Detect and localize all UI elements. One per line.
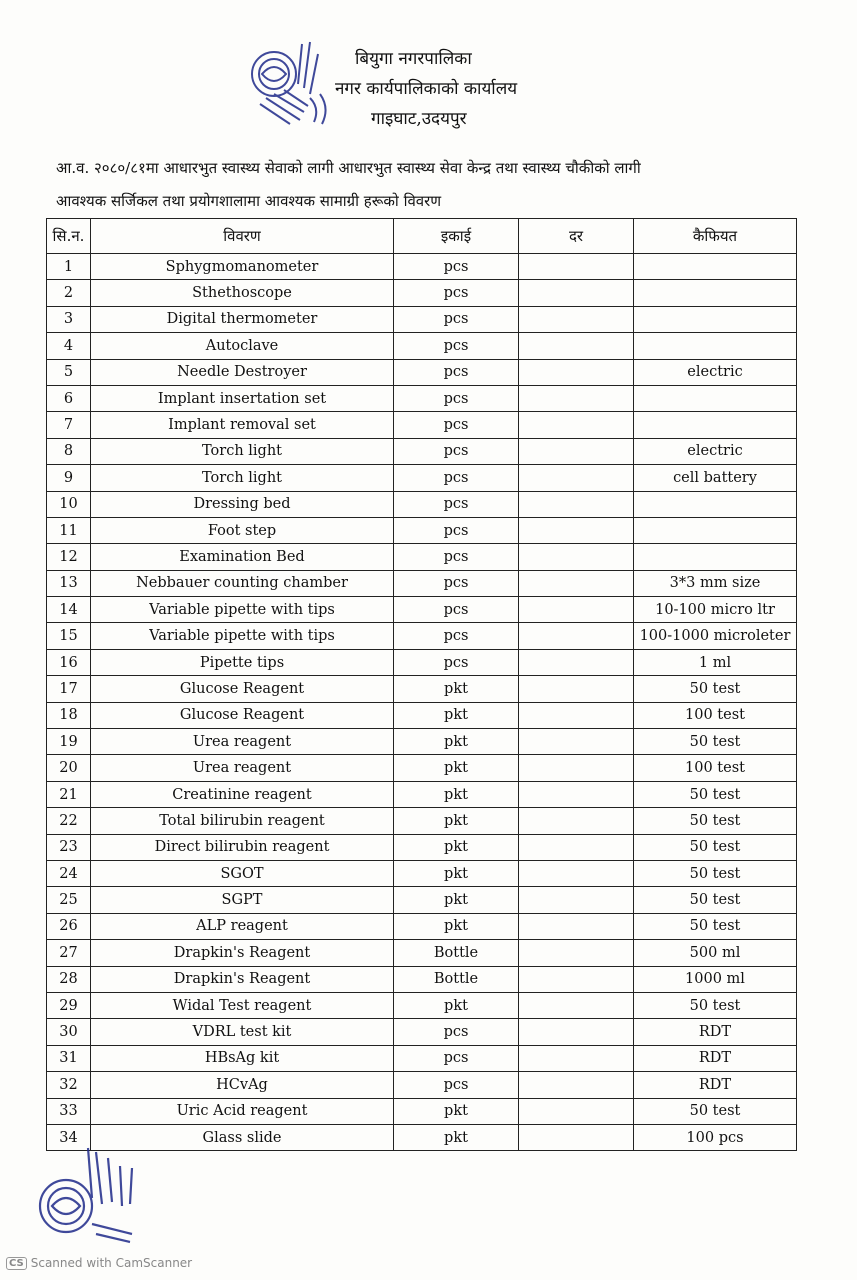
serial-cell: 3: [47, 306, 91, 332]
unit-cell: pcs: [394, 491, 519, 517]
items-table: [46, 218, 797, 1151]
rate-cell: [519, 1098, 634, 1124]
rate-cell: [519, 1072, 634, 1098]
table-row: [47, 544, 797, 570]
remarks-cell: [634, 280, 797, 306]
description-cell: Creatinine reagent: [91, 781, 394, 807]
remarks-cell: RDT: [634, 1072, 797, 1098]
serial-cell: 17: [47, 676, 91, 702]
table-row: [47, 913, 797, 939]
scanner-text: Scanned with CamScanner: [30, 1256, 193, 1270]
rate-cell: [519, 385, 634, 411]
rate-cell: [519, 913, 634, 939]
description-cell: Needle Destroyer: [91, 359, 394, 385]
subject-line-2: आवश्यक सर्जिकल तथा प्रयोगशालामा आवश्यक सामाग्री हरूको विवरण: [56, 192, 442, 210]
rate-cell: [519, 359, 634, 385]
unit-cell: pcs: [394, 280, 519, 306]
description-cell: Total bilirubin reagent: [91, 808, 394, 834]
table-row: [47, 306, 797, 332]
rate-cell: [519, 940, 634, 966]
remarks-cell: 50 test: [634, 1098, 797, 1124]
office-address: [335, 44, 517, 134]
rate-cell: [519, 1019, 634, 1045]
description-cell: Glucose Reagent: [91, 702, 394, 728]
table-row: [47, 517, 797, 543]
rate-cell: [519, 702, 634, 728]
rate-cell: [519, 755, 634, 781]
description-cell: Torch light: [91, 465, 394, 491]
description-cell: Foot step: [91, 517, 394, 543]
unit-cell: pkt: [394, 992, 519, 1018]
unit-cell: pcs: [394, 649, 519, 675]
unit-cell: pkt: [394, 676, 519, 702]
rate-cell: [519, 438, 634, 464]
table-row: [47, 412, 797, 438]
table-row: [47, 755, 797, 781]
unit-cell: pcs: [394, 385, 519, 411]
rate-cell: [519, 544, 634, 570]
subject-heading: [56, 152, 816, 218]
serial-cell: 16: [47, 649, 91, 675]
table-row: [47, 385, 797, 411]
remarks-cell: RDT: [634, 1045, 797, 1071]
table-row: [47, 570, 797, 596]
description-cell: Urea reagent: [91, 755, 394, 781]
col-header-remarks: कैफियत: [634, 219, 797, 254]
table-row: [47, 280, 797, 306]
description-cell: Glucose Reagent: [91, 676, 394, 702]
table-header-row: [47, 219, 797, 254]
description-cell: Nebbauer counting chamber: [91, 570, 394, 596]
description-cell: Implant insertation set: [91, 385, 394, 411]
rate-cell: [519, 992, 634, 1018]
remarks-cell: RDT: [634, 1019, 797, 1045]
description-cell: ALP reagent: [91, 913, 394, 939]
remarks-cell: 100-1000 microleter: [634, 623, 797, 649]
serial-cell: 21: [47, 781, 91, 807]
description-cell: Examination Bed: [91, 544, 394, 570]
remarks-cell: electric: [634, 359, 797, 385]
remarks-cell: 100 test: [634, 755, 797, 781]
remarks-cell: [634, 385, 797, 411]
unit-cell: pcs: [394, 333, 519, 359]
unit-cell: pcs: [394, 465, 519, 491]
unit-cell: pkt: [394, 1098, 519, 1124]
table-row: [47, 966, 797, 992]
col-header-serial: सि.न.: [47, 219, 91, 254]
unit-cell: pkt: [394, 702, 519, 728]
serial-cell: 12: [47, 544, 91, 570]
serial-cell: 19: [47, 729, 91, 755]
unit-cell: pkt: [394, 755, 519, 781]
rate-cell: [519, 1124, 634, 1150]
rate-cell: [519, 676, 634, 702]
unit-cell: pkt: [394, 834, 519, 860]
unit-cell: pkt: [394, 860, 519, 886]
col-header-unit: इकाई: [394, 219, 519, 254]
table-row: [47, 1045, 797, 1071]
unit-cell: pcs: [394, 517, 519, 543]
description-cell: HBsAg kit: [91, 1045, 394, 1071]
remarks-cell: cell battery: [634, 465, 797, 491]
scanner-watermark: [6, 1256, 192, 1270]
letterhead: [0, 0, 857, 150]
description-cell: Drapkin's Reagent: [91, 940, 394, 966]
description-cell: HCvAg: [91, 1072, 394, 1098]
camscanner-logo-icon: CS: [6, 1257, 27, 1270]
unit-cell: pcs: [394, 623, 519, 649]
unit-cell: pcs: [394, 412, 519, 438]
rate-cell: [519, 280, 634, 306]
table-row: [47, 729, 797, 755]
rate-cell: [519, 1045, 634, 1071]
remarks-cell: 3*3 mm size: [634, 570, 797, 596]
remarks-cell: 50 test: [634, 887, 797, 913]
table-row: [47, 702, 797, 728]
serial-cell: 11: [47, 517, 91, 543]
serial-cell: 24: [47, 860, 91, 886]
office-seal-icon: [240, 34, 350, 144]
table-row: [47, 465, 797, 491]
rate-cell: [519, 570, 634, 596]
serial-cell: 14: [47, 597, 91, 623]
unit-cell: pkt: [394, 808, 519, 834]
unit-cell: pcs: [394, 1019, 519, 1045]
remarks-cell: 50 test: [634, 992, 797, 1018]
remarks-cell: 50 test: [634, 834, 797, 860]
remarks-cell: 50 test: [634, 781, 797, 807]
table-row: [47, 359, 797, 385]
remarks-cell: 10-100 micro ltr: [634, 597, 797, 623]
description-cell: Torch light: [91, 438, 394, 464]
unit-cell: pcs: [394, 254, 519, 280]
remarks-cell: [634, 254, 797, 280]
rate-cell: [519, 517, 634, 543]
remarks-cell: [634, 306, 797, 332]
serial-cell: 22: [47, 808, 91, 834]
description-cell: Direct bilirubin reagent: [91, 834, 394, 860]
unit-cell: Bottle: [394, 940, 519, 966]
rate-cell: [519, 623, 634, 649]
remarks-cell: 50 test: [634, 913, 797, 939]
remarks-cell: 50 test: [634, 729, 797, 755]
description-cell: Uric Acid reagent: [91, 1098, 394, 1124]
table-row: [47, 1098, 797, 1124]
rate-cell: [519, 333, 634, 359]
rate-cell: [519, 649, 634, 675]
remarks-cell: [634, 517, 797, 543]
serial-cell: 25: [47, 887, 91, 913]
remarks-cell: [634, 491, 797, 517]
remarks-cell: 1000 ml: [634, 966, 797, 992]
serial-cell: 1: [47, 254, 91, 280]
unit-cell: pkt: [394, 729, 519, 755]
table-row: [47, 860, 797, 886]
serial-cell: 23: [47, 834, 91, 860]
serial-cell: 13: [47, 570, 91, 596]
unit-cell: Bottle: [394, 966, 519, 992]
serial-cell: 28: [47, 966, 91, 992]
table-row: [47, 1019, 797, 1045]
unit-cell: pcs: [394, 438, 519, 464]
table-row: [47, 623, 797, 649]
unit-cell: pcs: [394, 1072, 519, 1098]
remarks-cell: 500 ml: [634, 940, 797, 966]
rate-cell: [519, 834, 634, 860]
rate-cell: [519, 887, 634, 913]
rate-cell: [519, 491, 634, 517]
unit-cell: pcs: [394, 544, 519, 570]
rate-cell: [519, 729, 634, 755]
description-cell: Glass slide: [91, 1124, 394, 1150]
unit-cell: pkt: [394, 913, 519, 939]
serial-cell: 31: [47, 1045, 91, 1071]
rate-cell: [519, 966, 634, 992]
unit-cell: pcs: [394, 306, 519, 332]
rate-cell: [519, 306, 634, 332]
serial-cell: 34: [47, 1124, 91, 1150]
remarks-cell: [634, 333, 797, 359]
unit-cell: pcs: [394, 597, 519, 623]
description-cell: Autoclave: [91, 333, 394, 359]
serial-cell: 9: [47, 465, 91, 491]
description-cell: SGPT: [91, 887, 394, 913]
table-row: [47, 597, 797, 623]
description-cell: SGOT: [91, 860, 394, 886]
rate-cell: [519, 808, 634, 834]
rate-cell: [519, 597, 634, 623]
office-subtitle: नगर कार्यपालिकाको कार्यालय: [335, 79, 518, 99]
remarks-cell: 1 ml: [634, 649, 797, 675]
description-cell: Dressing bed: [91, 491, 394, 517]
serial-cell: 15: [47, 623, 91, 649]
serial-cell: 2: [47, 280, 91, 306]
unit-cell: pkt: [394, 781, 519, 807]
serial-cell: 8: [47, 438, 91, 464]
table-row: [47, 781, 797, 807]
description-cell: VDRL test kit: [91, 1019, 394, 1045]
serial-cell: 6: [47, 385, 91, 411]
remarks-cell: 50 test: [634, 808, 797, 834]
description-cell: Urea reagent: [91, 729, 394, 755]
table-row: [47, 992, 797, 1018]
serial-cell: 29: [47, 992, 91, 1018]
remarks-cell: 50 test: [634, 676, 797, 702]
description-cell: Variable pipette with tips: [91, 597, 394, 623]
table-row: [47, 333, 797, 359]
table-row: [47, 834, 797, 860]
remarks-cell: [634, 412, 797, 438]
serial-cell: 4: [47, 333, 91, 359]
remarks-cell: 100 pcs: [634, 1124, 797, 1150]
rate-cell: [519, 254, 634, 280]
rate-cell: [519, 781, 634, 807]
stamp-seal-icon: [36, 1138, 166, 1258]
rate-cell: [519, 465, 634, 491]
rate-cell: [519, 860, 634, 886]
unit-cell: pcs: [394, 359, 519, 385]
table-row: [47, 1072, 797, 1098]
col-header-rate: दर: [519, 219, 634, 254]
table-row: [47, 438, 797, 464]
unit-cell: pcs: [394, 1045, 519, 1071]
remarks-cell: 50 test: [634, 860, 797, 886]
table-row: [47, 254, 797, 280]
office-name: बियुगा नगरपालिका: [355, 49, 472, 69]
remarks-cell: 100 test: [634, 702, 797, 728]
serial-cell: 20: [47, 755, 91, 781]
serial-cell: 30: [47, 1019, 91, 1045]
description-cell: Pipette tips: [91, 649, 394, 675]
table-row: [47, 887, 797, 913]
description-cell: Digital thermometer: [91, 306, 394, 332]
unit-cell: pkt: [394, 887, 519, 913]
remarks-cell: electric: [634, 438, 797, 464]
rate-cell: [519, 412, 634, 438]
serial-cell: 10: [47, 491, 91, 517]
table-body: [47, 254, 797, 1151]
serial-cell: 27: [47, 940, 91, 966]
description-cell: Implant removal set: [91, 412, 394, 438]
description-cell: Sphygmomanometer: [91, 254, 394, 280]
description-cell: Variable pipette with tips: [91, 623, 394, 649]
office-place: गाइघाट,उदयपुर: [371, 109, 467, 129]
description-cell: Widal Test reagent: [91, 992, 394, 1018]
col-header-description: विवरण: [91, 219, 394, 254]
description-cell: Drapkin's Reagent: [91, 966, 394, 992]
remarks-cell: [634, 544, 797, 570]
serial-cell: 7: [47, 412, 91, 438]
serial-cell: 18: [47, 702, 91, 728]
table-row: [47, 491, 797, 517]
table-row: [47, 808, 797, 834]
table-row: [47, 940, 797, 966]
description-cell: Sthethoscope: [91, 280, 394, 306]
table-row: [47, 676, 797, 702]
subject-line-1: आ.व. २०८०/८१मा आधारभुत स्वास्थ्य सेवाको लागी आधारभुत स्वास्थ्य सेवा केन्द्र तथा स्वास्थ्य चौकीको लागी: [56, 159, 641, 177]
serial-cell: 5: [47, 359, 91, 385]
serial-cell: 26: [47, 913, 91, 939]
unit-cell: pkt: [394, 1124, 519, 1150]
table-row: [47, 649, 797, 675]
serial-cell: 33: [47, 1098, 91, 1124]
serial-cell: 32: [47, 1072, 91, 1098]
unit-cell: pcs: [394, 570, 519, 596]
